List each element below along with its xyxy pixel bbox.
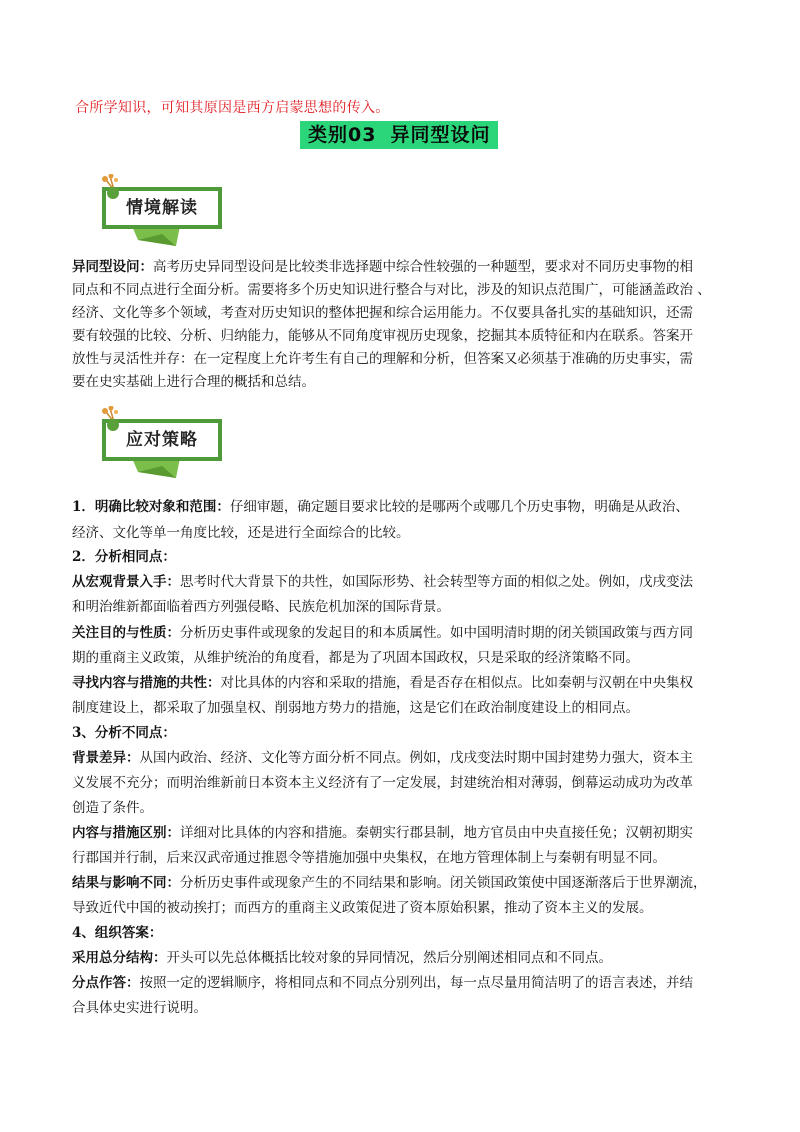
reading-line-6: 要在史实基础上进行合理的概括和总结。 [72,374,315,390]
reading-line-1: 高考历史异同型设问是比较类非选择题中综合性较强的一种题型，要求对不同历史事物的相 [153,259,693,275]
strategy-2b-text: 分析历史事件或现象的发起目的和本质属性。如中国明清时期的闭关锁国政策与西方同 [180,625,693,641]
strategy-3a-text: 从国内政治、经济、文化等方面分析不同点。例如，戊戌变法时期中国封建势力强大，资本主 [139,750,693,766]
previous-section-tail-text: 合所学知识，可知其原因是西方启蒙思想的传入。 [75,100,390,116]
strategy-4b-line-1 [72,972,693,995]
strategy-2b-line-1 [72,622,693,645]
strategy-2a-heading: 从宏观背景入手： [72,574,180,590]
reading-line-5: 放性与灵活性并存：在一定程度上允许考生有自己的理解和分析，但答案又必须基于准确的历史事实，需 [72,351,693,367]
strategy-3c-line-2: 导致近代中国的被动挨打；而西方的重商主义政策促进了资本原始积累，推动了资本主义的发展。 [72,900,653,916]
strategy-3b-line-1 [72,822,693,845]
strategy-1-heading: 1．明确比较对象和范围： [72,499,230,515]
reading-paragraph [72,256,732,394]
strategy-2b-heading: 关注目的与性质： [72,625,180,641]
strategy-4b-text: 按照一定的逻辑顺序，将相同点和不同点分别列出，每一点尽量用简洁明了的语言表述，并结 [139,975,693,991]
strategy-4b-line-2: 合具体史实进行说明。 [72,1000,207,1016]
badge-label-strategy: 应对策略 [126,430,198,450]
strategy-2-heading [72,546,176,569]
strategy-3b-line-2: 行郡国并行制，后来汉武帝通过推恩令等措施加强中央集权，在地方管理体制上与秦朝有明显不同。 [72,850,666,866]
strategy-2a-text: 思考时代大背景下的共性，如国际形势、社会转型等方面的相似之处。例如，戊戌变法 [180,574,693,590]
strategy-2b-line-2: 期的重商主义政策，从维护统治的角度看，都是为了巩固本国政权，只是采取的经济策略不同。 [72,650,639,666]
strategy-4b-heading: 分点作答： [72,975,140,991]
strategy-3b-heading: 内容与措施区别： [72,825,180,841]
strategy-4a-heading: 采用总分结构： [72,950,167,966]
strategy-2c-heading: 寻找内容与措施的共性： [72,675,221,691]
strategy-4a-line-1 [72,947,612,970]
strategy-3-heading [72,722,176,745]
strategy-1-line-1 [72,496,689,519]
strategy-2a-line-2: 和明治维新都面临着西方列强侵略、民族危机加深的国际背景。 [72,599,450,615]
strategy-3a-heading: 背景差异： [72,750,140,766]
reading-term: 异同型设问： [72,259,153,275]
strategy-4-heading [72,922,162,945]
strategy-3c-heading: 结果与影响不同： [72,875,180,891]
strategy-3b-text: 详细对比具体的内容和措施。秦朝实行郡县制，地方官员由中央直接任免；汉朝初期实 [180,825,693,841]
strategy-2-heading-text: 2．分析相同点： [72,549,176,565]
category-number: 类别03 [308,124,377,146]
strategy-3c-line-1 [72,872,707,895]
strategy-3c-text: 分析历史事件或现象产生的不同结果和影响。闭关锁国政策使中国逐渐落后于世界潮流， [180,875,707,891]
strategy-2c-line-2: 制度建设上，都采取了加强皇权、削弱地方势力的措施，这是它们在政治制度建设上的相同点。 [72,700,639,716]
reading-line-4: 要有较强的比较、分析、归纳能力，能够从不同角度审视历史现象，挖掘其本质特征和内在联系。答案开 [72,328,693,344]
reading-line-2: 同点和不同点进行全面分析。需要将多个历史知识进行整合与对比，涉及的知识点范围广，可能涵盖政治 、 [72,282,711,298]
category-title [300,121,498,149]
strategy-4a-text: 开头可以先总体概括比较对象的异同情况，然后分别阐述相同点和不同点。 [166,950,612,966]
reading-line-3: 经济、文化等多个领域，考查对历史知识的整体把握和综合运用能力。不仅要具备扎实的基础知识，还需 [72,305,693,321]
strategy-2a-line-1 [72,571,693,594]
strategy-2c-line-1 [72,672,693,695]
strategy-3a-line-3: 创造了条件。 [72,800,153,816]
strategy-2c-text: 对比具体的内容和采取的措施，看是否存在相似点。比如秦朝与汉朝在中央集权 [220,675,693,691]
strategy-1-text: 仔细审题，确定题目要求比较的是哪两个或哪几个历史事物，明确是从政治、 [229,499,689,515]
strategy-3a-line-1 [72,747,693,770]
category-name: 异同型设问 [390,124,491,146]
strategy-4-heading-text: 4、组织答案： [72,925,163,941]
strategy-badge [92,406,232,486]
reading-badge [92,174,232,254]
badge-label-reading: 情境解读 [126,198,198,218]
strategy-1-line-2: 经济、文化等单一角度比较，还是进行全面综合的比较。 [72,525,410,541]
strategy-3a-line-2: 义发展不充分；而明治维新前日本资本主义经济有了一定发展，封建统治相对薄弱，倒幕运动成功为改革 [72,775,693,791]
strategy-3-heading-text: 3、分析不同点： [72,725,176,741]
